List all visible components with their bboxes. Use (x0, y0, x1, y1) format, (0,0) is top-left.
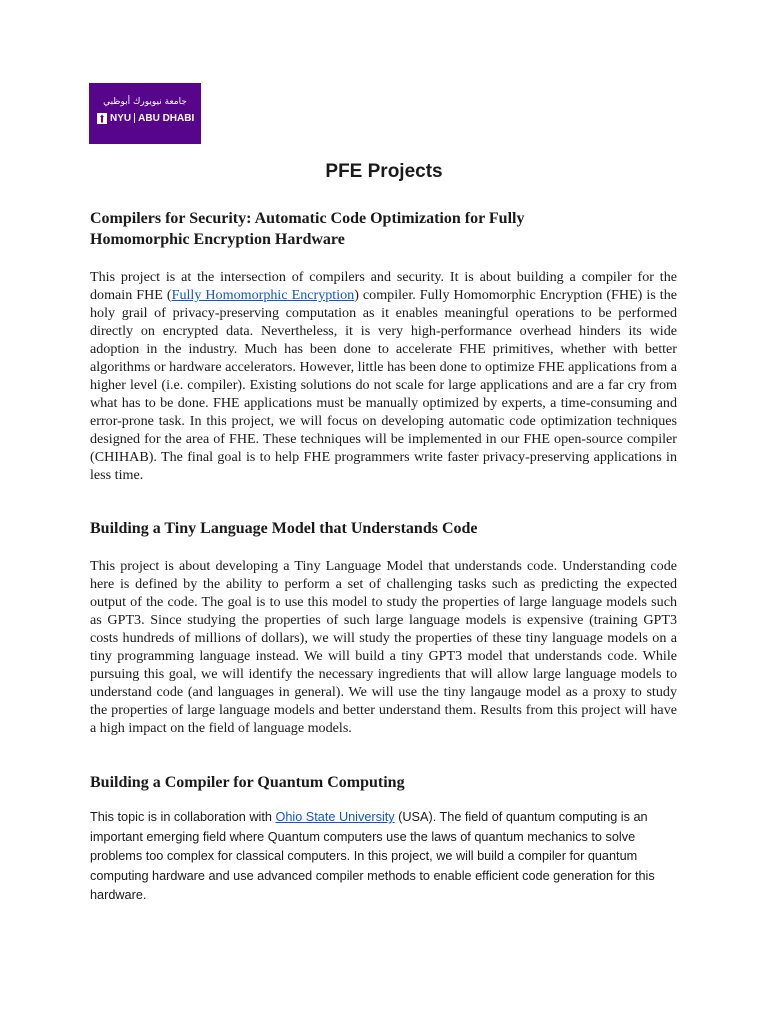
section-paragraph-fhe (90, 268, 677, 484)
paragraph-text: ) compiler. Fully Homomorphic Encryption (FHE) is the holy grail of privacy-preserving computation as it enables meaningful operations to be performed directly on encrypted data. Nevertheless, it is very high-performance overhead hinders its wide adoption in the industry. Much has been done to accelerate FHE primitives, whether with better algorithms or hardware accelerators. However, little has been done to optimize FHE applications from a higher level (i.e. compiler). Existing solutions do not scale for large applications and are a far cry from what has to be done. FHE applications must be manually optimized by experts, a time-consuming and error-prone task. In this project, we will focus on developing automatic code optimization techniques designed for the area of FHE. These techniques will be implemented in our FHE open-source compiler (CHIHAB). The final goal is to help FHE programmers write faster privacy-preserving applications in less time. (90, 287, 678, 483)
logo-nyu: NYU (110, 112, 132, 124)
torch-icon (97, 113, 107, 124)
logo-arabic-text: جامعة نيويورك أبوظبي (103, 97, 187, 107)
paragraph-text: (USA). The field of quantum computing is an important emerging field where Quantum computers use the laws of quantum mechanics to solve problems too complex for classical computers. In this project, we will build a compiler for quantum computing hardware and use advanced compiler methods to enable efficient code generation for this hardware. (90, 810, 655, 902)
nyu-abu-dhabi-logo (89, 83, 201, 144)
section-heading-quantum: Building a Compiler for Quantum Computing (90, 774, 405, 791)
section-paragraph-quantum (90, 808, 677, 906)
section-paragraph-tiny-lm: This project is about developing a Tiny Language Model that understands code. Understanding code here is defined by the ability to perform a set of challenging tasks such as predicting the expected output of the code. The goal is to use this model to study the properties of large language models such as GPT3. Since studying the properties of such large language models is expensive (training GPT3 costs hundreds of millions of dollars), we will study the properties of these tiny language models on a tiny programming language instead. We will build a tiny GPT3 model that understands code. While pursuing this goal, we will identify the necessary ingredients that will allow large language models to understand code (and languages in general). We will use the tiny langauge model as a proxy to study the properties of large language models and better understand them. Results from this project will have a high impact on the field of language models. (90, 558, 677, 736)
page-title: PFE Projects (325, 161, 443, 182)
logo-campus: ABU DHABI (138, 112, 195, 124)
logo-wordmark (97, 112, 194, 124)
fhe-link[interactable]: Fully Homomorphic Encryption (171, 287, 355, 303)
section-heading-fhe: Compilers for Security: Automatic Code Optimization for Fully Homomorphic Encryption Hardware (90, 210, 525, 248)
paragraph-text: This topic is in collaboration with (90, 810, 276, 824)
paragraph-text: This project is at the intersection of compilers and security. It is about building a compiler for the domain FHE ( (90, 269, 677, 303)
ohio-state-link[interactable]: Ohio State University (275, 810, 395, 824)
section-heading-tiny-lm: Building a Tiny Language Model that Understands Code (90, 520, 478, 537)
logo-divider (134, 113, 135, 123)
